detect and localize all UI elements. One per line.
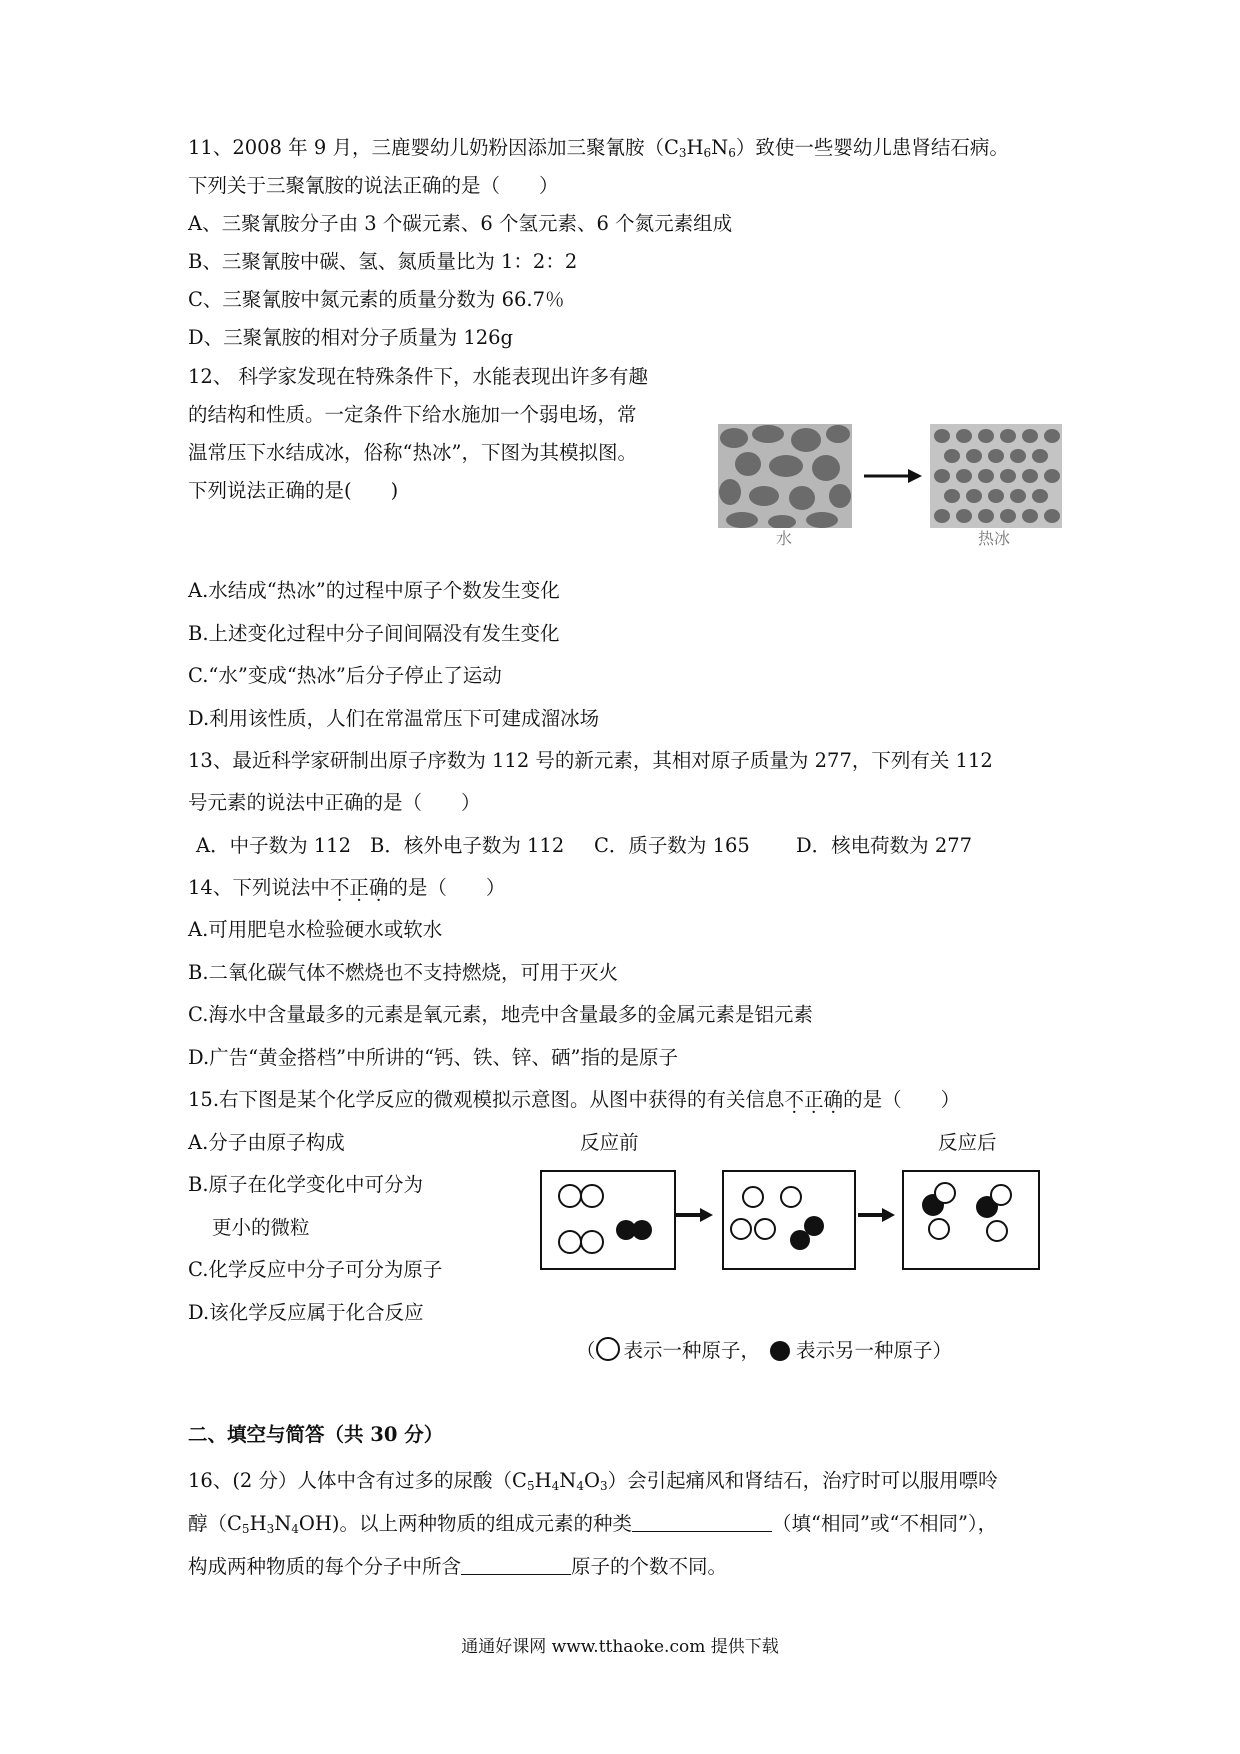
white-atom: [928, 1218, 950, 1240]
q12-option-a: A.水结成“热冰”的过程中原子个数发生变化: [188, 579, 560, 602]
reaction-box-before: [540, 1170, 676, 1270]
q13-option-c: C．质子数为 165: [594, 834, 750, 857]
q11-option-d: D、三聚氰胺的相对分子质量为 126g: [188, 326, 514, 349]
reaction-box-middle: [722, 1170, 856, 1270]
answer-blank-2[interactable]: [461, 1554, 571, 1575]
black-atom: [790, 1230, 810, 1250]
q13-option-a: A．中子数为 112: [196, 834, 352, 857]
answer-blank-1[interactable]: [632, 1511, 772, 1532]
q15-option-c: C.化学反应中分子可分为原子: [188, 1258, 443, 1281]
black-atom-legend-icon: [770, 1341, 790, 1361]
white-atom: [580, 1230, 604, 1254]
white-atom: [990, 1184, 1012, 1206]
q16-line1: 16、(2 分）人体中含有过多的尿酸$(C_5H_4N_4O_3)$会引起痛风和肾结石，治疗时可以服用嘌呤: [188, 1469, 998, 1493]
q14-option-b: B.二氧化碳气体不燃烧也不支持燃烧，可用于灭火: [188, 961, 619, 984]
water-image-label: 水: [776, 529, 793, 548]
white-atom: [934, 1182, 956, 1204]
q14-option-d: D.广告“黄金搭档”中所讲的“钙、铁、锌、硒”指的是原子: [188, 1046, 679, 1069]
label-after-reaction: 反应后: [938, 1131, 997, 1154]
q12-option-d: D.利用该性质，人们在常温常压下可建成溜冰场: [188, 707, 600, 730]
q11-stem-line1: 11、2008 年 9 月，三鹿婴幼儿奶粉因添加三聚氰胺$(C_3H_6N_6)$致使一些婴幼儿患肾结石病。: [188, 136, 1009, 160]
q11-option-c: C、三聚氰胺中氮元素的质量分数为 66.7％: [188, 288, 565, 311]
white-atom: [986, 1220, 1008, 1242]
section-title: 二、填空与简答（共 30 分）: [188, 1423, 444, 1446]
label-before-reaction: 反应前: [580, 1131, 639, 1154]
q14-option-a: A.可用肥皂水检验硬水或软水: [188, 918, 443, 941]
q14-option-c: C.海水中含量最多的元素是氧元素，地壳中含量最多的金属元素是铝元素: [188, 1003, 813, 1026]
q15-option-d: D.该化学反应属于化合反应: [188, 1301, 424, 1324]
white-atom: [558, 1184, 582, 1208]
q13-options: [196, 832, 972, 860]
q14-stem: 14、下列说法中不正确的是（ ）: [188, 876, 506, 899]
white-atom: [754, 1218, 776, 1240]
q13-stem-line2: 号元素的说法中正确的是（ ）: [188, 791, 481, 814]
q13-option-b: B．核外电子数为 112: [370, 834, 565, 857]
q12-stem-line4: 下列说法正确的是( ): [188, 479, 399, 502]
q12-stem-line1: 12、 科学家发现在特殊条件下，水能表现出许多有趣: [188, 365, 649, 388]
water-structure-image: [718, 424, 852, 528]
white-atom: [742, 1186, 764, 1208]
q11-option-b: B、三聚氰胺中碳、氢、氮质量比为 1：2：2: [188, 250, 578, 273]
q13-stem-line1: 13、最近科学家研制出原子序数为 112 号的新元素，其相对原子质量为 277，下列有关 112: [188, 749, 993, 772]
q15-option-b-line1: B.原子在化学变化中可分为: [188, 1173, 424, 1196]
q16-line3: 构成两种物质的每个分子中所含 原子的个数不同。: [188, 1555, 728, 1578]
white-atom: [780, 1186, 802, 1208]
q15-stem: 15.右下图是某个化学反应的微观模拟示意图。从图中获得的有关信息不正确的是（ ）: [188, 1088, 961, 1111]
reaction-arrow-icon: [676, 1206, 714, 1224]
footer-text: 通通好课网 www.tthaoke.com 提供下载: [461, 1637, 779, 1657]
white-atom: [558, 1230, 582, 1254]
q15-option-a: A.分子由原子构成: [188, 1131, 345, 1154]
q12-stem-line2: 的结构和性质。一定条件下给水施加一个弱电场，常: [188, 403, 637, 426]
q15-option-b-line2: 更小的微粒: [212, 1216, 310, 1239]
atom-legend: （ 表示一种原子， 表示另一种原子）: [576, 1339, 953, 1362]
q11-stem-line2: 下列关于三聚氰胺的说法正确的是（ ）: [188, 174, 559, 197]
reaction-box-after: [902, 1170, 1040, 1270]
q12-option-b: B.上述变化过程中分子间间隔没有发生变化: [188, 622, 560, 645]
q12-option-c: C.“水”变成“热冰”后分子停止了运动: [188, 664, 502, 687]
white-atom: [730, 1218, 752, 1240]
white-atom-legend-icon: [596, 1337, 620, 1361]
hot-ice-image-label: 热冰: [978, 529, 1011, 548]
hot-ice-structure-image: [930, 424, 1062, 528]
q11-option-a: A、三聚氰胺分子由 3 个碳元素、6 个氢元素、6 个氮元素组成: [188, 212, 733, 235]
q13-option-d: D．核电荷数为 277: [796, 834, 973, 857]
white-atom: [580, 1184, 604, 1208]
q16-line2: 醇$(C_5H_3N_4OH)$。以上两种物质的组成元素的种类 （填“相同”或“不相同”），: [188, 1512, 998, 1536]
black-atom: [632, 1220, 652, 1240]
reaction-arrow-icon: [864, 466, 924, 486]
reaction-arrow-icon: [858, 1206, 896, 1224]
q12-stem-line3: 温常压下水结成冰，俗称“热冰”，下图为其模拟图。: [188, 441, 637, 464]
